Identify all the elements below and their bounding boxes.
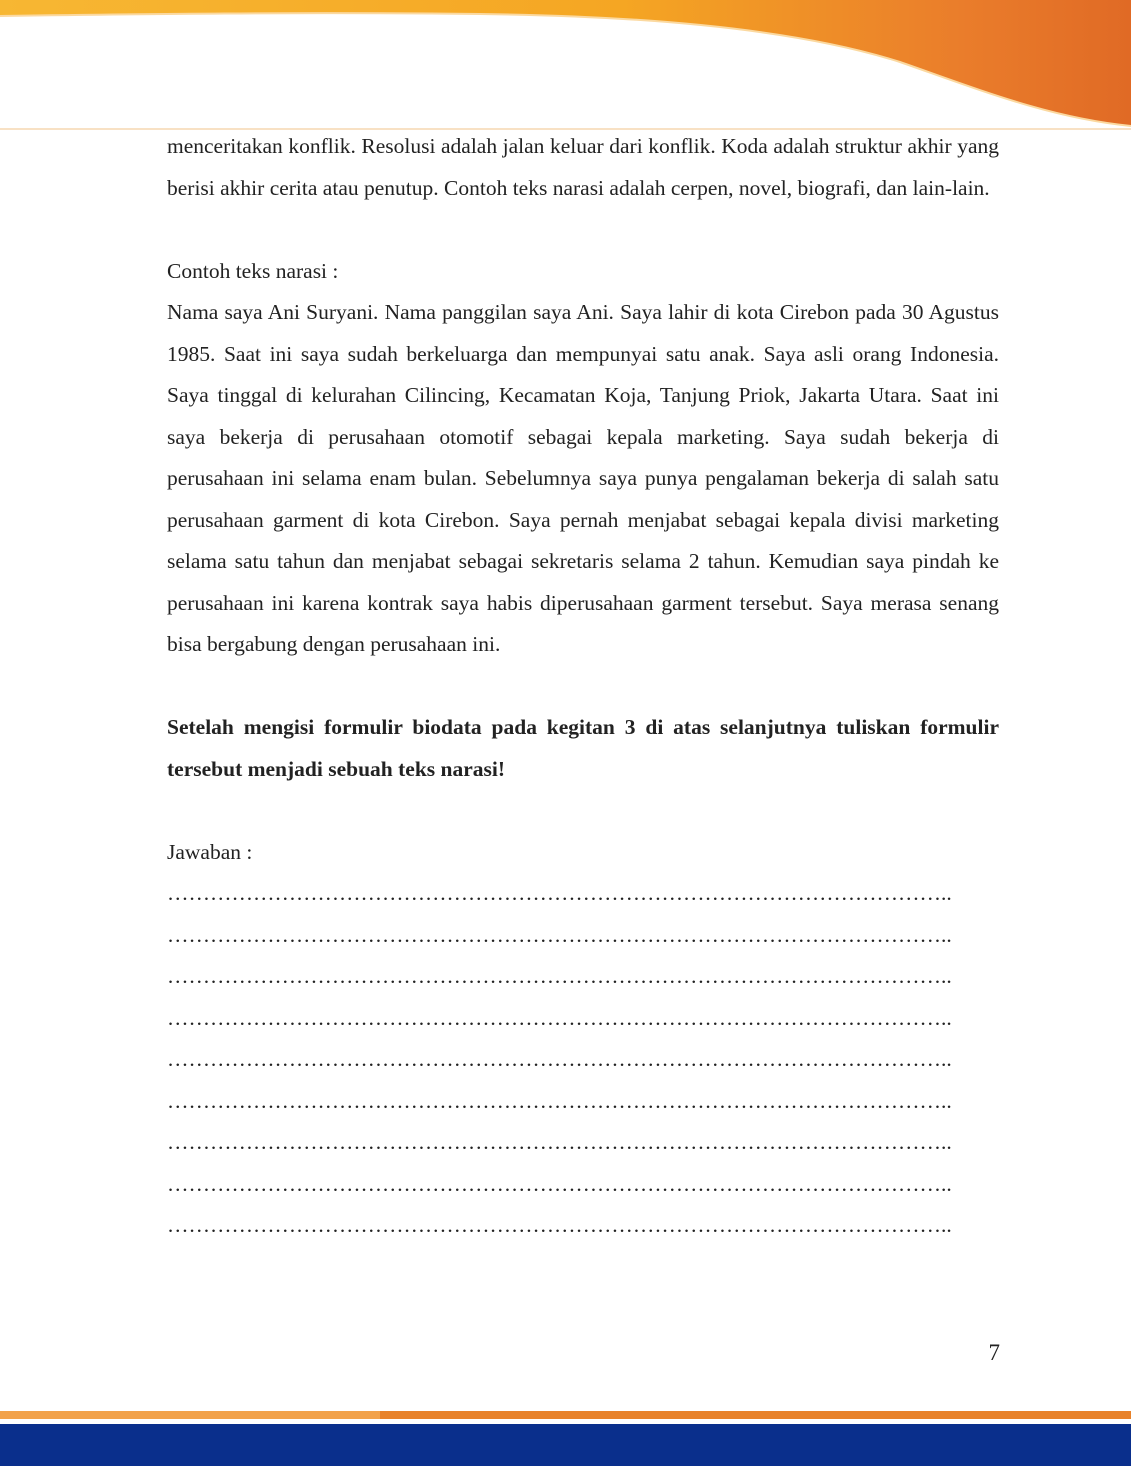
document-body — [167, 126, 999, 1247]
instruction-text: Setelah mengisi formulir biodata pada kegitan 3 di atas selanjutnya tuliskan formulir tersebut menjadi sebuah teks narasi! — [167, 715, 999, 781]
spacer — [167, 666, 999, 708]
answer-line[interactable]: ……………………………………………………………………………………………….. — [167, 1047, 952, 1071]
footer-orange-stripe-highlight — [0, 1411, 380, 1419]
intro-paragraph: menceritakan konflik. Resolusi adalah jalan keluar dari konflik. Koda adalah struktur akhir yang berisi akhir cerita atau penutup. Contoh teks narasi adalah cerpen, novel, biografi, dan lain-lain. — [167, 134, 999, 200]
footer-blue-band — [0, 1424, 1131, 1466]
answer-line[interactable]: ……………………………………………………………………………………………….. — [167, 1171, 952, 1196]
answer-line[interactable]: ……………………………………………………………………………………………….. — [167, 1213, 952, 1237]
answer-line[interactable]: ……………………………………………………………………………………………….. — [167, 964, 952, 988]
answer-line[interactable]: ……………………………………………………………………………………………….. — [167, 1088, 952, 1113]
header-wave-decoration — [0, 0, 1131, 140]
example-narrative: Nama saya Ani Suryani. Nama panggilan saya Ani. Saya lahir di kota Cirebon pada 30 Agustus 1985. Saat ini saya sudah berkeluarga dan mempunyai satu anak. Saya asli orang Indonesia. Saya tinggal di kelurahan Cilincing, Kecamatan Koja, Tanjung Priok, Jakarta Utara. Saat ini saya bekerja di perusahaan otomotif sebagai kepala marketing. Saya sudah bekerja di perusahaan ini selama enam bulan. Sebelumnya saya punya pengalaman bekerja di salah satu perusahaan garment di kota Cirebon. Saya pernah menjabat sebagai kepala divisi marketing selama satu tahun dan menjabat sebagai sekretaris selama 2 tahun. Kemudian saya pindah ke perusahaan ini karena kontrak saya habis diperusahaan garment tersebut. Saya merasa senang bisa bergabung dengan perusahaan ini. — [167, 300, 999, 656]
answer-line[interactable]: ……………………………………………………………………………………………….. — [167, 1130, 952, 1154]
answer-line[interactable]: ……………………………………………………………………………………………….. — [167, 881, 952, 905]
answer-line[interactable]: ……………………………………………………………………………………………….. — [167, 922, 952, 947]
answer-line[interactable]: ……………………………………………………………………………………………….. — [167, 1005, 952, 1030]
page-number: 7 — [988, 1340, 1000, 1365]
answer-label: Jawaban : — [167, 839, 253, 864]
example-heading: Contoh teks narasi : — [167, 258, 339, 283]
spacer — [167, 209, 999, 251]
spacer — [167, 790, 999, 832]
